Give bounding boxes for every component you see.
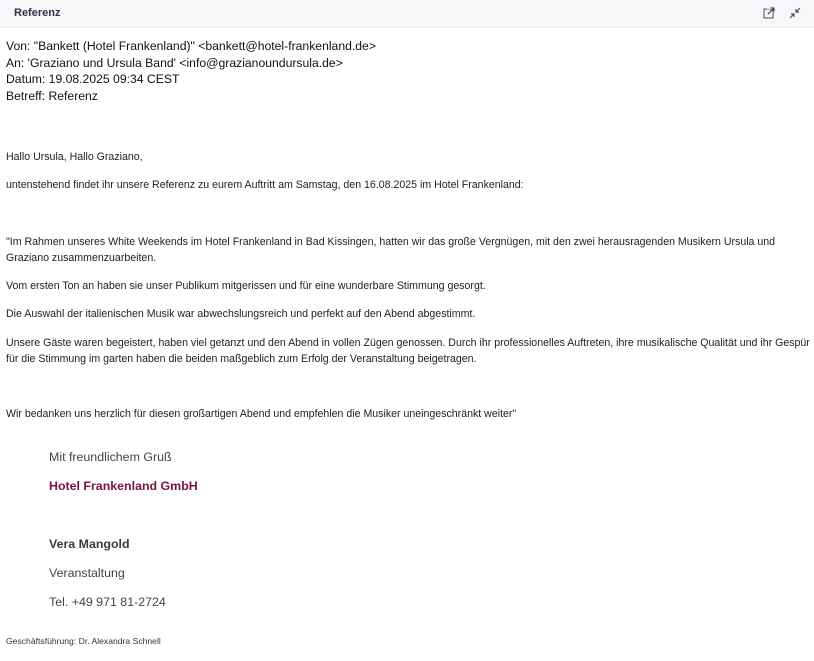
title-bar <box>0 0 814 28</box>
signature-closing: Mit freundlichem Gruß <box>49 450 172 464</box>
quote-paragraph-5: Wir bedanken uns herzlich für diesen großartigen Abend und empfehlen die Musiker uneingeschränkt weiter" <box>6 408 517 420</box>
signature-name: Vera Mangold <box>49 537 130 551</box>
quote-paragraph-4: Unsere Gäste waren begeistert, haben viel getanzt und den Abend in vollen Zügen genossen. Durch ihr professionelles Auftreten, ihre musikalische Qualität und ihr Gespür für die Stimmung im garten haben die beiden maßgeblich zum Erfolg der Veranstaltung beigetragen. <box>6 337 810 365</box>
header-from: Von: "Bankett (Hotel Frankenland)" <bankett@hotel-frankenland.de> <box>6 39 376 53</box>
quote-paragraph-1: "Im Rahmen unseres White Weekends im Hotel Frankenland in Bad Kissingen, hatten wir das große Vergnügen, mit den zwei herausragenden Musikern Ursula und Graziano zusammenzuarbeiten. <box>6 236 776 264</box>
quote-paragraph-3: Die Auswahl der italienischen Musik war abwechslungsreich und perfekt auf den Abend abgestimmt. <box>6 308 476 320</box>
signature-company: Hotel Frankenland GmbH <box>49 479 198 493</box>
signature-phone: Tel. +49 971 81-2724 <box>49 595 166 609</box>
signature-department: Veranstaltung <box>49 566 125 580</box>
email-headers <box>6 38 376 104</box>
window-title: Referenz <box>14 7 61 19</box>
quote-paragraph-2: Vom ersten Ton an haben sie unser Publikum mitgerissen und für eine wunderbare Stimmung gesorgt. <box>6 280 486 292</box>
footer-management: Geschäftsführung: Dr. Alexandra Schnell <box>6 636 161 646</box>
header-to: An: 'Graziano und Ursula Band' <info@grazianoundursula.de> <box>6 55 343 70</box>
greeting: Hallo Ursula, Hallo Graziano, <box>6 151 143 163</box>
popout-icon[interactable] <box>762 6 776 20</box>
collapse-icon[interactable] <box>788 6 802 20</box>
header-subject: Betreff: Referenz <box>6 88 98 103</box>
intro-text: untenstehend findet ihr unsere Referenz zu eurem Auftritt am Samstag, den 16.08.2025 im Hotel Frankenland: <box>6 179 524 191</box>
header-date: Datum: 19.08.2025 09:34 CEST <box>6 72 180 86</box>
